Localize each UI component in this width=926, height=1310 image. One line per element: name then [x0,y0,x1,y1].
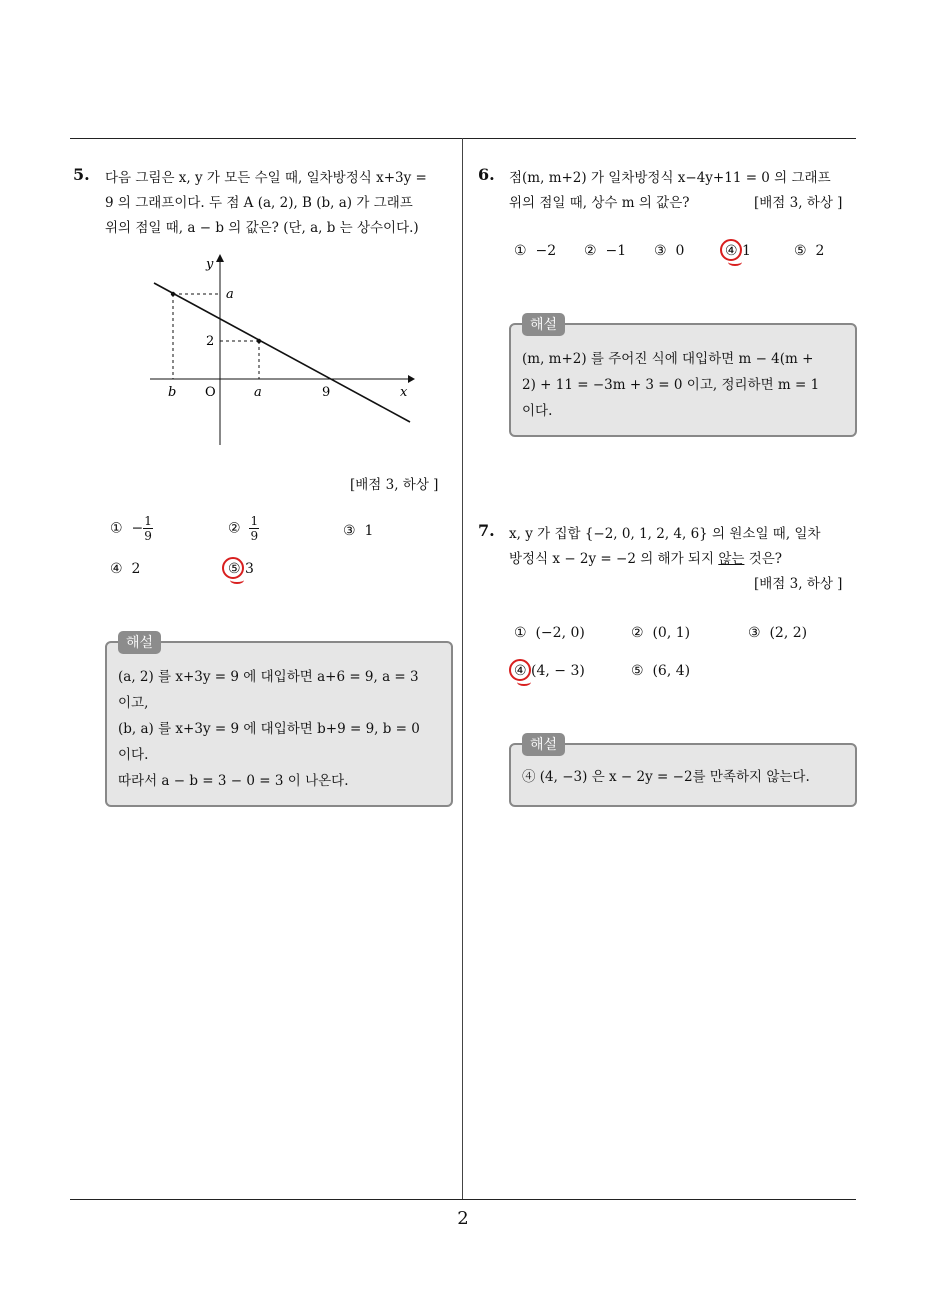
x-axis-arrow [408,375,415,383]
question-text: 것은? [744,551,783,567]
choice-3[interactable] [343,523,373,539]
choice-2[interactable] [631,625,690,641]
numerator: 1 [144,514,152,528]
solution-line: (a, 2) 를 x+3y = 9 에 대입하면 a+6 = 9, a = 3 [118,669,419,685]
answer-circle-mark [222,557,244,579]
problem-number: 7. [478,521,495,540]
choice-text: 2 [815,243,825,259]
score-info: [배점 3, 하상 ] [350,477,439,493]
solution-line: 이다. [522,403,553,419]
choice-text: (−2, 0) [535,625,585,641]
underlined-word: 않는 [718,551,745,567]
top-rule [70,138,856,139]
choice-1[interactable] [514,625,585,641]
choice-4[interactable] [110,561,140,577]
choice-text: −1 [605,243,627,259]
y-axis-arrow [216,254,224,262]
choice-sign: − [131,520,144,537]
choice-2[interactable] [584,243,626,259]
solution-line: 따라서 a − b = 3 − 0 = 3 이 나온다. [118,773,349,789]
question-line: 위의 점일 때, a − b 의 값은? (단, a, b 는 상수이다.) [105,220,419,236]
choice-5[interactable] [631,663,690,679]
question-line: x, y 가 집합 {−2, 0, 1, 2, 4, 6} 의 원소일 때, 일차 [509,526,821,542]
choice-1[interactable] [110,514,153,543]
x-axis-label: x [400,385,408,400]
choice-text: 3 [245,561,254,577]
solution-box [509,323,857,437]
point-B [171,292,175,296]
choice-marker: ① [514,625,527,641]
question-text: 방정식 x − 2y = −2 의 해가 되지 [509,551,719,567]
choice-text: (0, 1) [652,625,691,641]
origin-label: O [205,385,216,400]
choice-text: 2 [131,561,141,577]
choice-marker: ② [584,243,597,259]
linear-graph-figure [140,250,420,450]
choice-marker: ③ [343,523,356,539]
tick-label-9: 9 [322,385,331,400]
column-divider [462,138,463,1200]
answer-circle-mark [509,659,531,681]
solution-line: (b, a) 를 x+3y = 9 에 대입하면 b+9 = 9, b = 0 [118,721,420,737]
tick-label-a-y: a [226,287,234,302]
choice-text: 1 [742,243,751,259]
choice-marker: ① [514,243,527,259]
solution-line: 이다. [118,747,149,763]
tick-label-a-x: a [254,385,262,400]
choice-3[interactable] [748,625,807,641]
fraction [143,514,153,543]
graph-line [154,283,410,422]
choice-text: −2 [535,243,557,259]
choice-marker: ⑤ [631,663,644,679]
choice-marker: ② [631,625,644,641]
choice-text: (2, 2) [769,625,808,641]
choice-text: (4, − 3) [531,663,585,679]
point-A [257,339,261,343]
solution-tag: 해설 [522,313,565,336]
solution-tag: 해설 [522,733,565,756]
solution-line: 이고, [118,695,149,711]
question-line [509,547,782,567]
choice-marker: ① [110,520,123,537]
choice-text: (6, 4) [652,663,691,679]
question-line: 점(m, m+2) 가 일차방정식 x−4y+11 = 0 의 그래프 [509,170,831,186]
choice-1[interactable] [514,243,556,259]
choice-marker: ② [228,520,241,537]
bottom-rule [70,1199,856,1200]
page-number: 2 [457,1208,469,1229]
choice-marker: ④ [110,561,123,577]
denominator: 9 [250,529,259,543]
question-line: 9 의 그래프이다. 두 점 A (a, 2), B (b, a) 가 그래프 [105,195,413,211]
choice-marker: ④ [514,663,527,679]
score-info: [배점 3, 하상 ] [754,195,843,211]
solution-box [105,641,453,807]
choice-3[interactable] [654,243,684,259]
denominator: 9 [144,529,152,543]
question-line: 위의 점일 때, 상수 m 의 값은? [509,195,690,211]
tick-label-b: b [168,385,177,400]
choice-marker: ⑤ [228,561,241,577]
question-line: 다음 그림은 x, y 가 모든 수일 때, 일차방정식 x+3y = [105,170,427,186]
y-axis-label: y [206,257,214,272]
solution-line: (m, m+2) 를 주어진 식에 대입하면 m − 4(m + [522,351,814,367]
choice-text: 1 [364,523,374,539]
tick-label-2: 2 [206,334,215,349]
choice-2[interactable] [228,514,259,543]
answer-circle-mark [720,239,742,261]
score-info: [배점 3, 하상 ] [754,576,843,592]
choice-5[interactable] [794,243,824,259]
choice-marker: ③ [654,243,667,259]
solution-line: ④ (4, −3) 은 x − 2y = −2를 만족하지 않는다. [522,769,810,785]
fraction [249,514,259,543]
problem-number: 6. [478,165,495,184]
numerator: 1 [250,514,259,528]
choice-marker: ③ [748,625,761,641]
choice-text: 0 [675,243,685,259]
choice-marker: ④ [725,243,738,259]
problem-number: 5. [73,165,90,184]
solution-line: 2) + 11 = −3m + 3 = 0 이고, 정리하면 m = 1 [522,377,820,393]
choice-marker: ⑤ [794,243,807,259]
solution-tag: 해설 [118,631,161,654]
